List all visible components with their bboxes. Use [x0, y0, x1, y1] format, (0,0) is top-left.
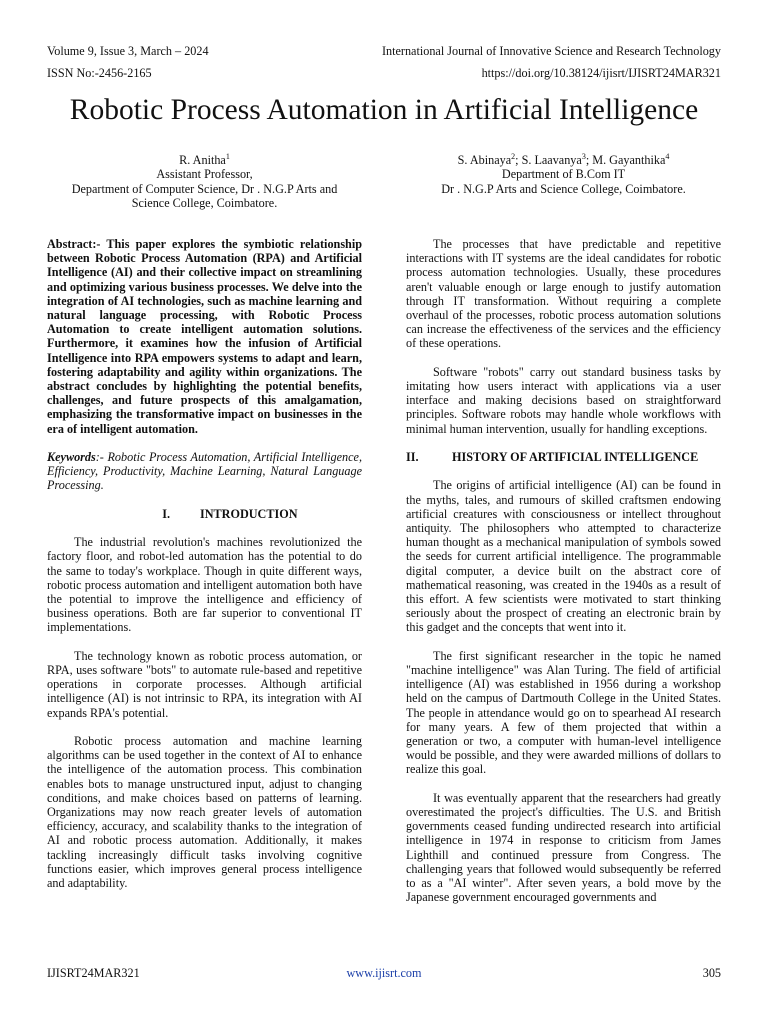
author-dept: Department of B.Com IT — [501, 167, 626, 182]
author-sup: 3 — [581, 151, 586, 161]
author-name: ; S. Laavanya — [515, 153, 582, 167]
author-block-right — [406, 153, 721, 196]
section-heading-history — [406, 450, 721, 464]
paragraph: The processes that have predictable and repetitive interactions with IT systems are the ideal candidates for robotic process automation technologies. Usually, these procedures aren't valuable enough or large enough to justify automation through IT transformation. Without requiring a complete overhaul of the processes, robotic process automation solutions can increase the effectiveness of the services and the efficiency of these operations. — [406, 237, 721, 351]
abstract: Abstract:- This paper explores the symbiotic relationship between Robotic Process Automation (RPA) and Artificial Intelligence (AI) and their collective impact on streamlining and optimizing various business processes. We delve into the integration of AI technologies, such as machine learning and natural language processing, with Robotic Process Automation to create intelligent automation solutions. Furthermore, it examines how the infusion of Artificial Intelligence into RPA empowers systems to adapt and learn, fostering adaptability and agility within organizations. The abstract concludes by highlighting the potential benefits, challenges, and future prospects of this amalgamation, emphasizing the transformative impact on businesses in the era of intelligent automation. — [47, 237, 362, 436]
section-title: INTRODUCTION — [200, 506, 298, 521]
footer-site-link[interactable]: www.ijisrt.com — [346, 966, 422, 980]
author-sup: 2 — [511, 151, 516, 161]
journal-name: International Journal of Innovative Science and Research Technology — [381, 44, 721, 58]
paragraph: The first significant researcher in the topic he named "machine intelligence" was Alan Turing. The field of artificial intelligence (AI) was established in 1956 during a workshop held on the campus of Dartmouth College in the United States. The people in attendance would go on to spearhead AI research for many years. A few of them projected that within a generation or two, a computer with human-level intelligence would be possible, and they were awarded millions of dollars to realize this goal. — [406, 648, 721, 777]
paragraph: The industrial revolution's machines revolutionized the factory floor, and robot-led automation has the potential to do the same to today's workplace. Though in quite different ways, robotic process automation and intelligent automation both have the potential to improve the intelligence and efficiency of business operations. Both are far superior to conventional IT implementations. — [47, 535, 362, 635]
keywords-text: :- Robotic Process Automation, Artificial Intelligence, Efficiency, Productivity, Machine Learning, Natural Language Processing. — [47, 450, 362, 493]
doi-link[interactable]: https://doi.org/10.38124/ijisrt/IJISRT24MAR321 — [481, 66, 721, 80]
author-sup: 1 — [225, 151, 230, 161]
paper-title: Robotic Process Automation in Artificial Intelligence — [69, 94, 699, 126]
left-column — [47, 237, 362, 890]
section-number: I. — [162, 506, 170, 521]
author-dept: Department of Computer Science, Dr . N.G.P Arts and — [71, 181, 338, 196]
author-sup: 4 — [665, 151, 670, 161]
right-column — [406, 237, 721, 904]
paragraph: Software "robots" carry out standard business tasks by imitating how users interact with applications via a user interface and making decisions based on straightforward principles. Software robots may handle whole workflows with minimal human intervention, usually for handling exceptions. — [406, 364, 721, 436]
author-role: Assistant Professor, — [156, 167, 253, 182]
paragraph: It was eventually apparent that the researchers had greatly overestimated the project's difficulties. The U.S. and British governments ceased funding undirected research into artificial intelligence in 1974 in response to criticism from James Lighthill and continued pressure from Congress. The challenging years that followed would subsequently be referred to as a "AI winter". After seven years, a bold move by the Japanese government encouraged governments and — [406, 790, 721, 905]
page-number: 305 — [702, 966, 721, 980]
section-title: HISTORY OF ARTIFICIAL INTELLIGENCE — [452, 450, 699, 465]
keywords-label: Keywords — [47, 450, 96, 465]
paragraph: The origins of artificial intelligence (AI) can be found in the myths, tales, and rumours of skilled craftsmen endowing artificial creatures with consciousness or intellect throughout antiquity. The philosophers who attempted to characterize human thought as a mechanical manipulation of symbols sowed the seeds for current artificial intelligence. The programmable digital computer, a device built on the abstract core of mathematical reasoning, was created in the 1940s as a result of this effort. A few scientists were motivated to start thinking seriously about the prospect of creating an electronic brain by this gadget and the concepts that went into it. — [406, 478, 721, 635]
author-name: R. Anitha — [179, 153, 226, 167]
author-name: S. Abinaya — [457, 153, 512, 167]
issn: ISSN No:-2456-2165 — [47, 66, 152, 80]
author-block-left — [47, 153, 362, 210]
footer-paper-id: IJISRT24MAR321 — [47, 966, 140, 980]
paragraph: Robotic process automation and machine learning algorithms can be used together in the context of AI to enhance the intelligence of the automation process. This combination enables bots to manage unstructured input, adjust to changing conditions, and make choices based on patterns of learning. Organizations may now reach greater levels of automation efficiency, accuracy, and scalability thanks to the integration of AI and robotic process automation. Additionally, it makes tackling increasingly difficult tasks involving cognitive functions easier, which improves general process intelligence and adaptability. — [47, 734, 362, 891]
author-name: ; M. Gayanthika — [585, 153, 666, 167]
volume-info: Volume 9, Issue 3, March – 2024 — [47, 44, 209, 58]
paragraph: The technology known as robotic process automation, or RPA, uses software "bots" to automate rule-based and repetitive operations in corporate processes. Although artificial intelligence (AI) is not intrinsic to RPA, its integration with AI expands RPA's potential. — [47, 648, 362, 720]
author-institution: Dr . N.G.P Arts and Science College, Coimbatore. — [441, 181, 686, 196]
author-dept-cont: Science College, Coimbatore. — [131, 195, 278, 210]
section-number: II. — [406, 450, 419, 465]
section-heading-introduction — [47, 507, 362, 521]
keywords — [47, 450, 362, 493]
